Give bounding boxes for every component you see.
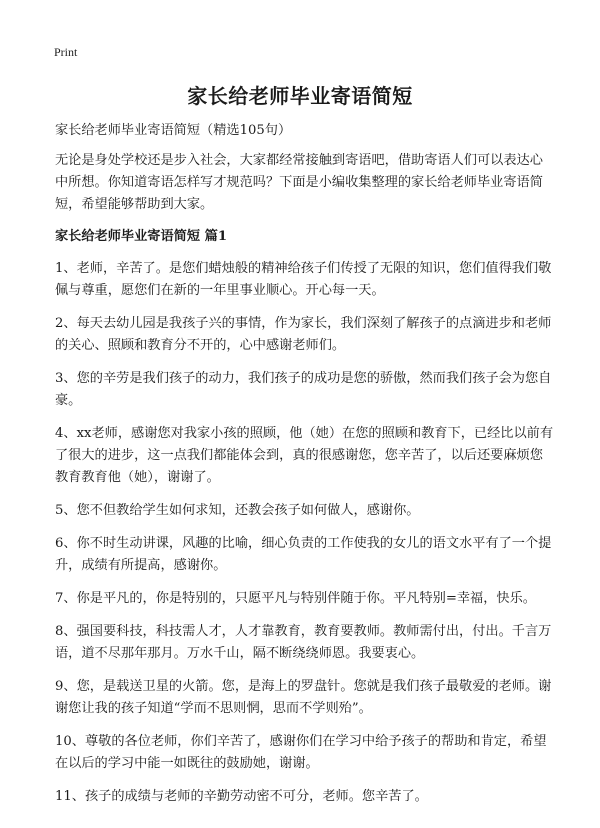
list-item: 11、孩子的成绩与老师的辛勤劳动密不可分，老师。您辛苦了。 (55, 789, 428, 804)
article-intro: 无论是身处学校还是步入社会，大家都经常接触到寄语吧，借助寄语人们可以表达心中所想。你知道寄语怎样写才规范吗？下面是小编收集整理的家长给老师毕业寄语简短，希望能够帮助到大家。 (55, 153, 543, 212)
list-item: 10、尊敬的各位老师，你们辛苦了，感谢你们在学习中给予孩子的帮助和肯定，希望在以后的学习中能一如既往的鼓励她，谢谢。 (55, 734, 547, 771)
list-item: 4、xx老师，感谢您对我家小孩的照顾，他（她）在您的照顾和教育下，已经比以前有了很大的进步，这一点我们都能体会到，真的很感谢您，您辛苦了，以后还要麻烦您教育教育他（她），谢谢了。 (55, 426, 554, 485)
article-subtitle: 家长给老师毕业寄语简短（精选105句） (55, 123, 292, 138)
list-item: 2、每天去幼儿园是我孩子兴的事情，作为家长，我们深刻了解孩子的点滴进步和老师的关心、照顾和教育分不开的，心中感谢老师们。 (55, 316, 552, 353)
section-heading: 家长给老师毕业寄语简短 篇1 (55, 229, 228, 244)
article-body (55, 120, 555, 819)
list-item: 8、强国要科技，科技需人才，人才靠教育，教育要教师。教师需付出，付出。千言万语，道不尽那年那月。万水千山，隔不断绕绕师恩。我要衷心。 (55, 624, 552, 661)
page-title: 家长给老师毕业寄语简短 (187, 84, 413, 108)
list-item: 6、你不时生动讲课，风趣的比喻，细心负责的工作使我的女儿的语文水平有了一个提升，成绩有所提高，感谢你。 (55, 536, 552, 573)
list-item: 1、老师，辛苦了。是您们蜡烛般的精神给孩子们传授了无限的知识，您们值得我们敬佩与尊重，愿您们在新的一年里事业顺心。开心每一天。 (55, 261, 552, 298)
list-item: 3、您的辛劳是我们孩子的动力，我们孩子的成功是您的骄傲，然而我们孩子会为您自豪。 (55, 371, 552, 408)
list-item: 7、你是平凡的，你是特别的，只愿平凡与特别伴随于你。平凡特别=幸福，快乐。 (55, 591, 536, 606)
list-item: 9、您，是载送卫星的火箭。您，是海上的罗盘针。您就是我们孩子最敬爱的老师。谢谢您让我的孩子知道“学而不思则惘，思而不学则殆”。 (55, 679, 552, 716)
list-item: 5、您不但教给学生如何求知，还教会孩子如何做人，感谢你。 (55, 503, 420, 518)
print-link[interactable]: Print (54, 45, 78, 59)
